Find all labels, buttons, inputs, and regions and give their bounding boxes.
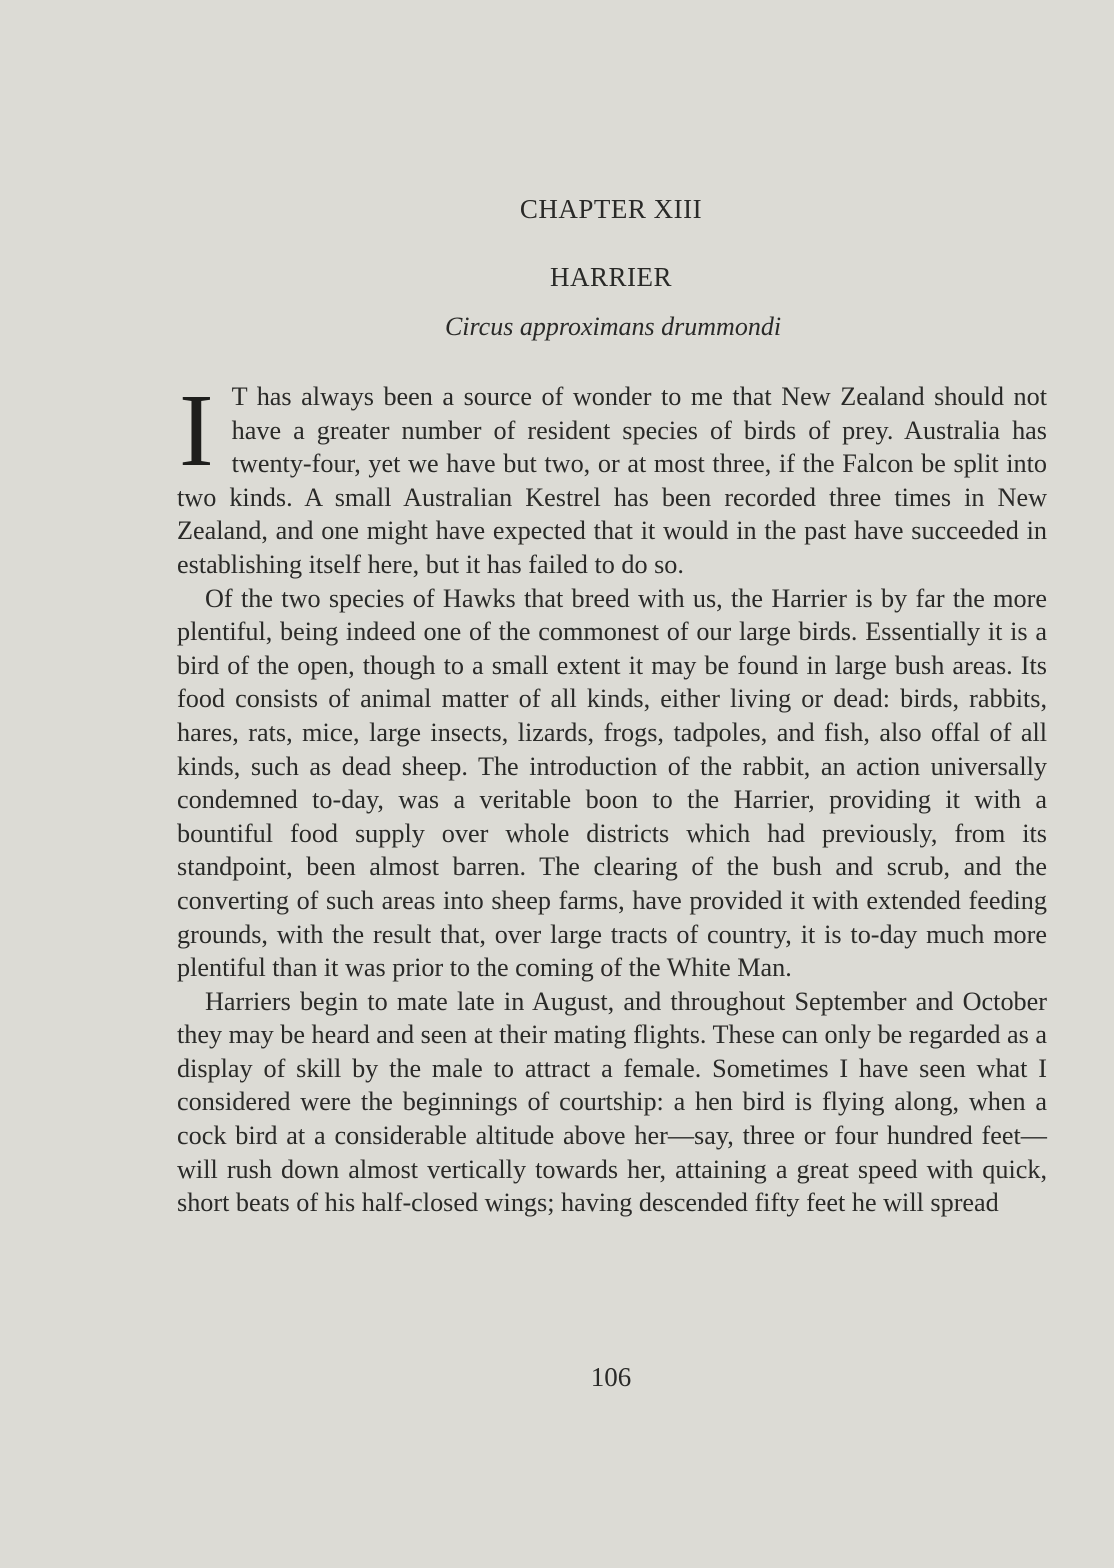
paragraph-1 <box>177 373 1047 582</box>
paragraph-3: Harriers begin to mate late in August, and throughout September and October they may be heard and seen at their mating flights. These can only be regarded as a display of skill by the male to attract a female. Sometimes I have seen what I considered were the beginnings of courtship: a hen bird is flying along, when a cock bird at a considerable altitude above her—say, three or four hundred feet—will rush down almost vertically towards her, attaining a great speed with quick, short beats of his half-closed wings; having descended fifty feet he will spread <box>177 986 1047 1218</box>
paragraph-1-text: T has always been a source of wonder to me that New Zealand should not have a greater number of resident species of birds of prey. Australia has twenty-four, yet we have but two, or at most three, if the Falcon be split into two kinds. A small Australian Kestrel has been recorded three times in New Zealand, and one might have expected that it would in the past have succeeded in establishing itself here, but it has failed to do so. <box>177 382 1047 579</box>
chapter-heading: CHAPTER XIII <box>519 194 703 224</box>
section-title: HARRIER <box>549 262 672 292</box>
drop-cap: I <box>179 373 214 488</box>
body-text <box>177 373 1047 1220</box>
page-number: 106 <box>590 1362 632 1392</box>
paragraph-2: Of the two species of Hawks that breed with us, the Harrier is by far the more plentiful, being indeed one of the commonest of our large birds. Essentially it is a bird of the open, though to a small extent it may be found in large bush areas. Its food consists of animal matter of all kinds, either living or dead: birds, rabbits, hares, rats, mice, large insects, lizards, frogs, tadpoles, and fish, also offal of all kinds, such as dead sheep. The introduction of the rabbit, an action universally condemned to-day, was a veritable boon to the Harrier, providing it with a bountiful food supply over whole districts which had previously, from its standpoint, been almost barren. The clearing of the bush and scrub, and the converting of such areas into sheep farms, have provided it with extended feeding grounds, with the result that, over large tracts of country, it is to-day much more plentiful than it was prior to the coming of the White Man. <box>177 583 1047 983</box>
latin-name: Circus approximans drummondi <box>444 312 782 341</box>
